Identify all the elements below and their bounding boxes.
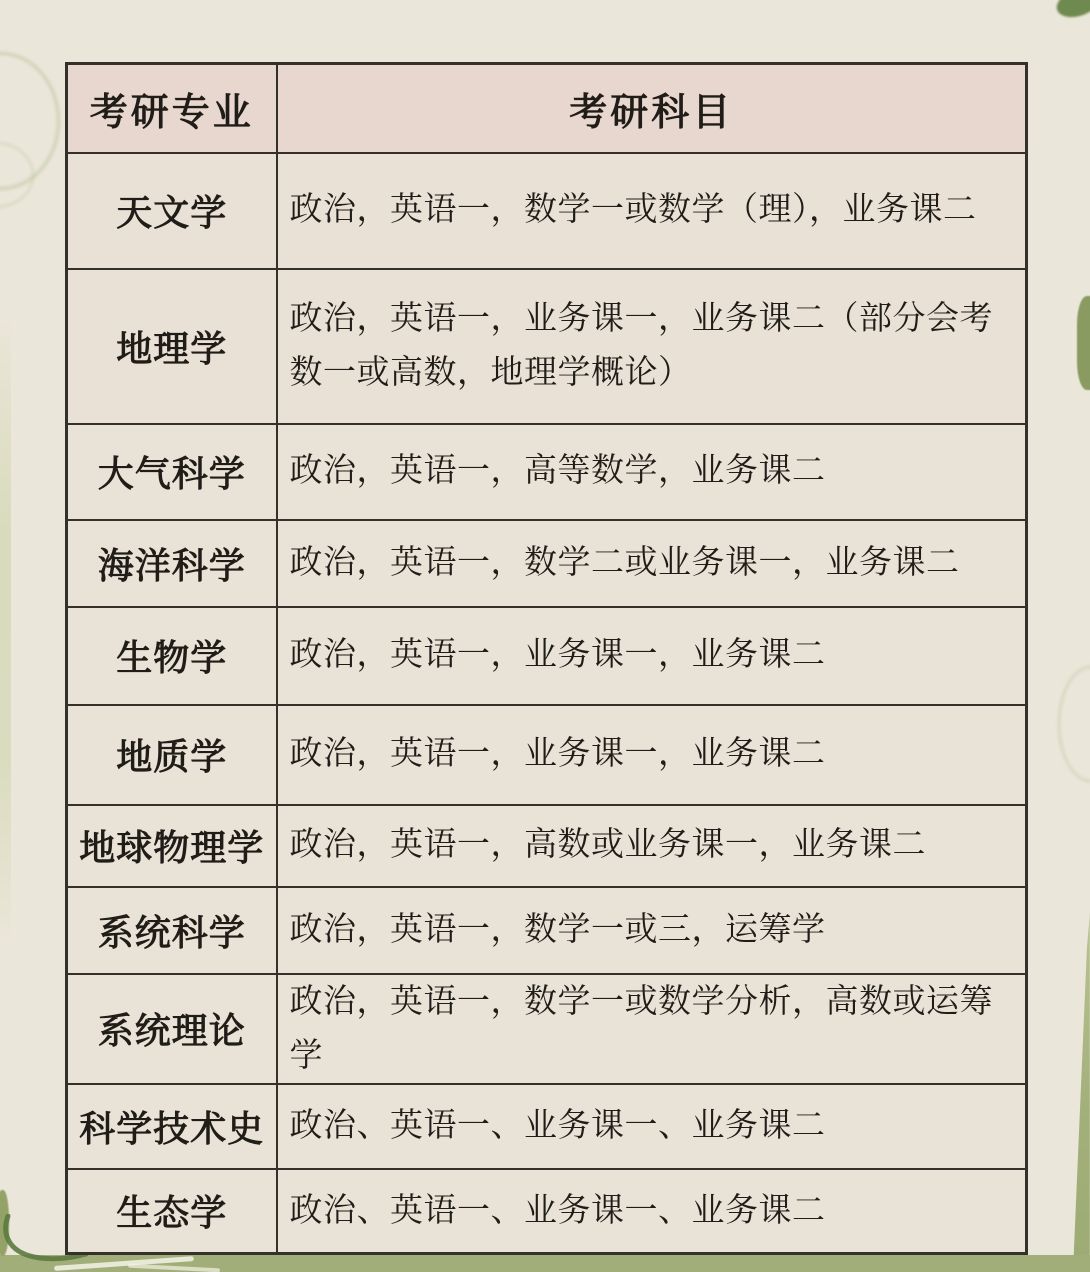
major-cell: 地球物理学 — [67, 805, 277, 887]
leaf-decoration-right-edge — [1077, 296, 1090, 390]
leaf-decoration-top-right — [1053, 0, 1090, 22]
table-row — [67, 887, 1027, 974]
table-body — [67, 153, 1027, 1254]
subjects-cell: 政治，英语一，业务课一，业务课二（部分会考数一或高数，地理学概论） — [277, 269, 1027, 424]
brush-stroke-decoration — [128, 1264, 220, 1272]
column-header-subjects: 考研科目 — [277, 64, 1027, 153]
subjects-cell: 政治，英语一，数学一或数学（理），业务课二 — [277, 153, 1027, 269]
major-cell: 大气科学 — [67, 424, 277, 520]
table-row — [67, 805, 1027, 887]
subjects-cell: 政治、英语一、业务课一、业务课二 — [277, 1084, 1027, 1169]
major-cell: 地质学 — [67, 705, 277, 805]
table-row — [67, 705, 1027, 805]
subjects-cell: 政治、英语一、业务课一、业务课二 — [277, 1169, 1027, 1254]
major-cell: 科学技术史 — [67, 1084, 277, 1169]
table-row — [67, 269, 1027, 424]
table-header-row — [67, 64, 1027, 153]
major-cell: 天文学 — [67, 153, 277, 269]
subjects-cell: 政治，英语一，业务课一，业务课二 — [277, 607, 1027, 705]
table-row — [67, 607, 1027, 705]
major-cell: 生物学 — [67, 607, 277, 705]
major-cell: 海洋科学 — [67, 520, 277, 607]
column-header-major: 考研专业 — [67, 64, 277, 153]
brush-stroke-decoration — [54, 1256, 194, 1271]
table-row — [67, 1169, 1027, 1254]
leaf-outline-decoration-top-left — [0, 52, 60, 190]
green-band-decoration-bottom — [0, 1255, 1090, 1272]
subjects-cell: 政治，英语一，数学一或数学分析，高数或运筹学 — [277, 974, 1027, 1084]
leaf-outline-decoration-right-edge — [1058, 666, 1090, 782]
leaf-decoration-left-bottom — [0, 1190, 9, 1256]
green-band-decoration-right — [1073, 912, 1090, 1272]
table-row — [67, 974, 1027, 1084]
subjects-cell: 政治，英语一，数学二或业务课一，业务课二 — [277, 520, 1027, 607]
major-cell: 系统理论 — [67, 974, 277, 1084]
subjects-cell: 政治，英语一，数学一或三，运筹学 — [277, 887, 1027, 974]
table-row — [67, 520, 1027, 607]
major-cell: 地理学 — [67, 269, 277, 424]
table-row — [67, 424, 1027, 520]
subjects-cell: 政治，英语一，高等数学，业务课二 — [277, 424, 1027, 520]
table-row — [67, 1084, 1027, 1169]
green-tint-decoration-left — [0, 310, 11, 950]
leaf-outline-decoration-top-left-small — [0, 142, 34, 208]
subjects-cell: 政治，英语一，高数或业务课一，业务课二 — [277, 805, 1027, 887]
table-row — [67, 153, 1027, 269]
major-cell: 生态学 — [67, 1169, 277, 1254]
subjects-cell: 政治，英语一，业务课一，业务课二 — [277, 705, 1027, 805]
major-cell: 系统科学 — [67, 887, 277, 974]
exam-subjects-table — [65, 62, 1028, 1255]
